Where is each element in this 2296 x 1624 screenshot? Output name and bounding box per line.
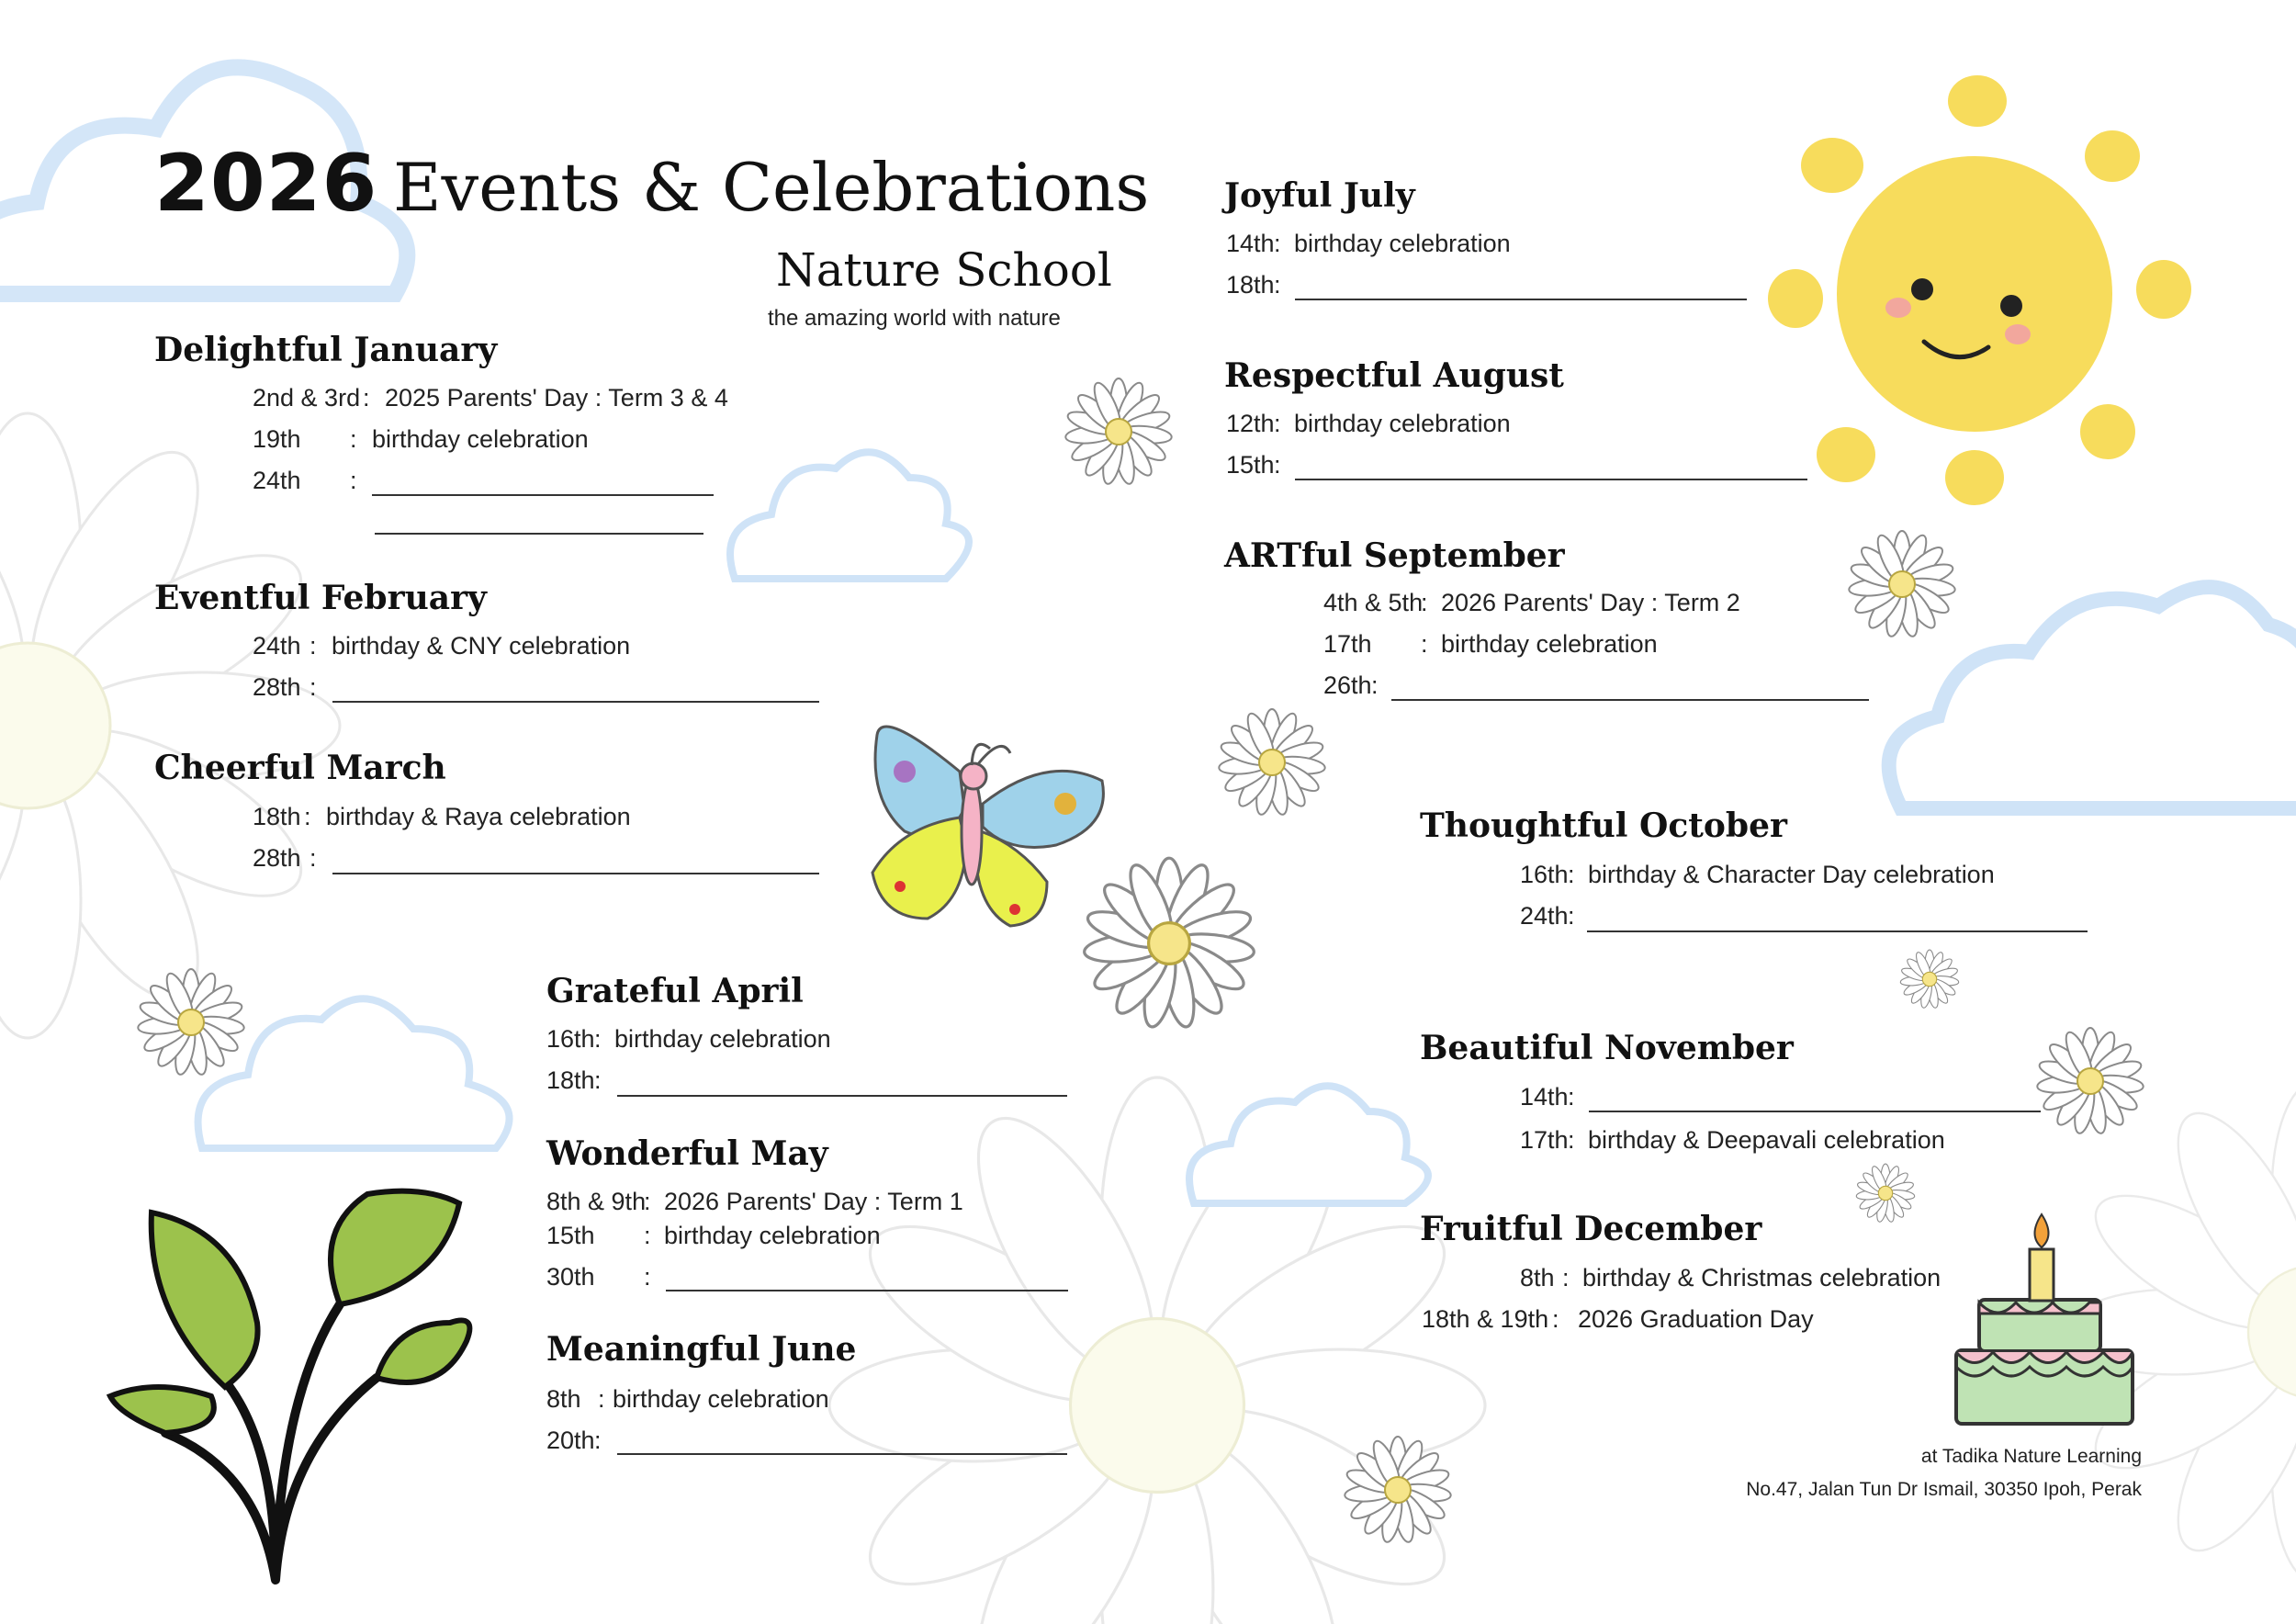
event-row: 16th: birthday celebration [546, 1025, 831, 1053]
footer-location: at Tadika Nature Learning [1920, 1446, 2142, 1467]
event-row: 18th : birthday & Raya celebration [253, 803, 631, 830]
month-may: Wonderful May [546, 1134, 828, 1173]
tagline: the amazing world with nature [768, 306, 1061, 331]
event-row: 2nd & 3rd : 2025 Parents' Day : Term 3 & 4 [253, 384, 728, 412]
blank-line [666, 1290, 1068, 1291]
event-row: 19th : birthday celebration [253, 425, 589, 453]
event-row: 15th: [1226, 451, 1281, 479]
month-october: Thoughtful October [1420, 806, 1787, 845]
blank-line [617, 1095, 1067, 1097]
event-row: 24th: [1520, 902, 1575, 930]
event-row: 15th : birthday celebration [546, 1222, 881, 1249]
event-row: 17th : birthday celebration [1323, 630, 1658, 658]
event-row: 8th : birthday & Christmas celebration [1520, 1264, 1941, 1291]
month-september: ARTful September [1224, 536, 1565, 575]
footer-address: No.47, Jalan Tun Dr Ismail, 30350 Ipoh, Perak [1746, 1479, 2142, 1500]
event-row: 17th: birthday & Deepavali celebration [1520, 1126, 1945, 1154]
month-august: Respectful August [1224, 356, 1564, 395]
event-row: 30th : [546, 1263, 651, 1291]
blank-line [332, 701, 819, 703]
month-april: Grateful April [546, 972, 804, 1010]
event-row: 16th: birthday & Character Day celebration [1520, 861, 1995, 888]
event-row: 8th & 9th: 2026 Parents' Day : Term 1 [546, 1188, 963, 1215]
blank-line [617, 1453, 1067, 1455]
event-row: 18th & 19th : 2026 Graduation Day [1422, 1305, 1814, 1333]
event-row: 18th: [1226, 271, 1281, 299]
page-title: Events & Celebrations [393, 149, 1150, 226]
event-row: 28th : [253, 844, 317, 872]
blank-line [372, 494, 714, 496]
month-june: Meaningful June [546, 1330, 857, 1369]
event-row: 20th: [546, 1427, 602, 1454]
blank-line [332, 873, 819, 874]
month-december: Fruitful December [1420, 1210, 1762, 1248]
event-row: 18th: [546, 1066, 602, 1094]
event-row: 26th: [1323, 671, 1379, 699]
event-row: 8th : birthday celebration [546, 1385, 829, 1413]
blank-line [1391, 699, 1869, 701]
school-name: Nature School [776, 243, 1112, 297]
year-heading: 2026 [154, 138, 378, 230]
blank-line [1295, 479, 1807, 480]
month-january: Delightful January [154, 331, 498, 369]
month-july: Joyful July [1224, 176, 1415, 215]
event-row: 14th: birthday celebration [1226, 230, 1511, 257]
event-row: 14th: [1520, 1083, 1575, 1111]
event-row: 24th : [253, 467, 357, 494]
blank-line [1295, 299, 1747, 300]
event-row: 12th: birthday celebration [1226, 410, 1511, 437]
event-row: 24th : birthday & CNY celebration [253, 632, 631, 660]
blank-line [1589, 1111, 2041, 1112]
month-march: Cheerful March [154, 749, 446, 787]
month-november: Beautiful November [1420, 1029, 1794, 1067]
blank-line [375, 533, 703, 535]
event-row: 28th : [253, 673, 317, 701]
blank-line [1587, 930, 2088, 932]
event-row: 4th & 5th: 2026 Parents' Day : Term 2 [1323, 589, 1740, 616]
month-february: Eventful February [154, 579, 487, 617]
